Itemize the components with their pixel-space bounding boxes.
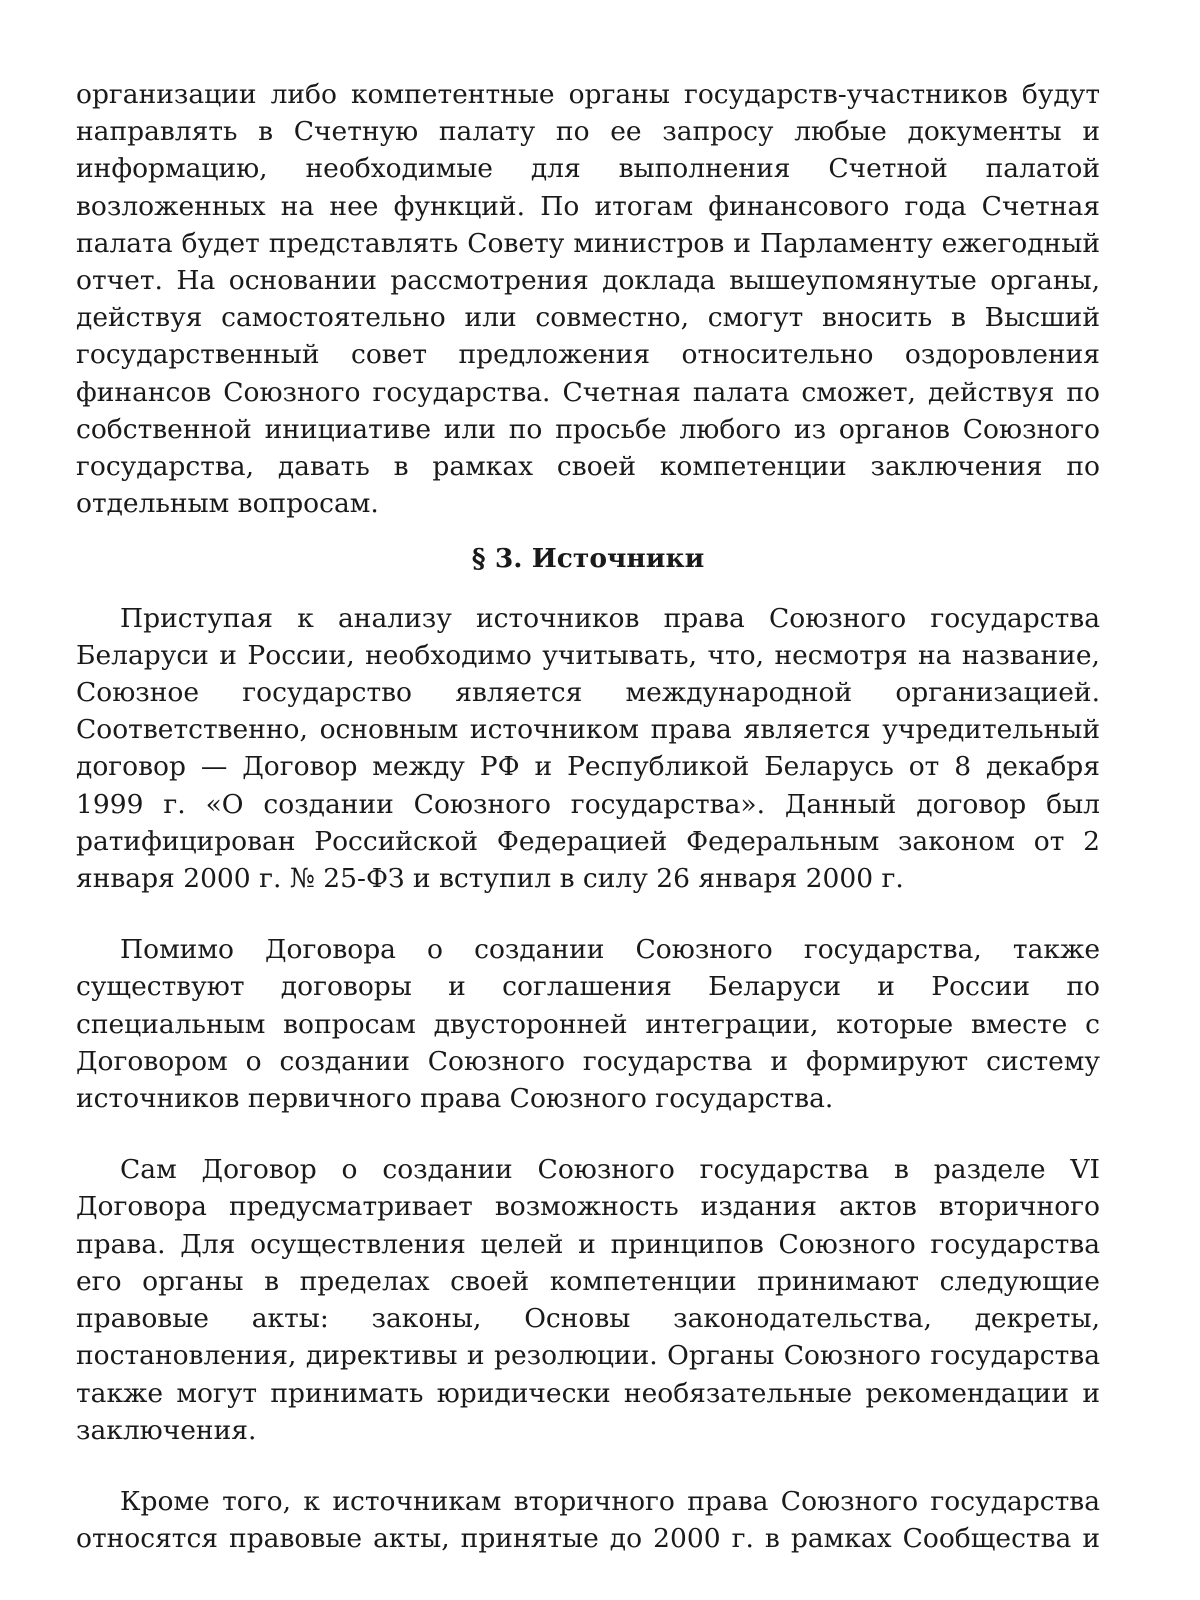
paragraph-sources-intro: Приступая к анализу источников права Союзного государства Беларуси и России, необходимо учитывать, что, несмотря на название, Союзное государство является международной организацией. Соответственно, основным источником права является учредительный договор — Договор между РФ и Республикой Беларусь от 8 декабря 1999 г. «О создании Союзного государства». Данный договор был ратифицирован Российской Федерацией Федеральным законом от 2 января 2000 г. № 25-ФЗ и вступил в силу 26 января 2000 г. xyxy=(76,602,1100,895)
paragraph-primary-law: Помимо Договора о создании Союзного государства, также существуют договоры и соглашения Беларуси и России по специальным вопросам двусторонней интеграции, которые вместе с Договором о создании Союзного государства и формируют систему источников первичного права Союзного государства. xyxy=(76,934,1100,1115)
paragraph-earlier-acts: Кроме того, к источникам вторичного права Союзного государства относятся правовые акты, принятые до 2000 г. в рамках Сообщества и xyxy=(76,1485,1100,1555)
paragraph-continued: организации либо компетентные органы государств-участников будут направлять в Счетную палату по ее запросу любые документы и информацию, необходимые для выполнения Счетной палатой возложенных на нее функций. По итогам финансового года Счетная палата будет представлять Совету министров и Парламенту ежегодный отчет. На основании рассмотрения доклада вышеупомянутые органы, действуя самостоятельно или совместно, смогут вносить в Высший государственный совет предложения относительно оздоровления финансов Союзного государства. Счетная палата сможет, действуя по собственной инициативе или по просьбе любого из органов Союзного государства, давать в рамках своей компетенции заключения по отдельным вопросам. xyxy=(76,79,1100,520)
section-heading: § 3. Источники xyxy=(471,543,705,575)
paragraph-secondary-law: Сам Договор о создании Союзного государства в разделе VI Договора предусматривает возможность издания актов вторичного права. Для осуществления целей и принципов Союзного государства его органы в пределах своей компетенции принимают следующие правовые акты: законы, Основы законодательства, декреты, постановления, директивы и резолюции. Органы Союзного государства также могут принимать юридически необязательные рекомендации и заключения. xyxy=(76,1154,1100,1446)
document-page xyxy=(76,76,1100,1557)
